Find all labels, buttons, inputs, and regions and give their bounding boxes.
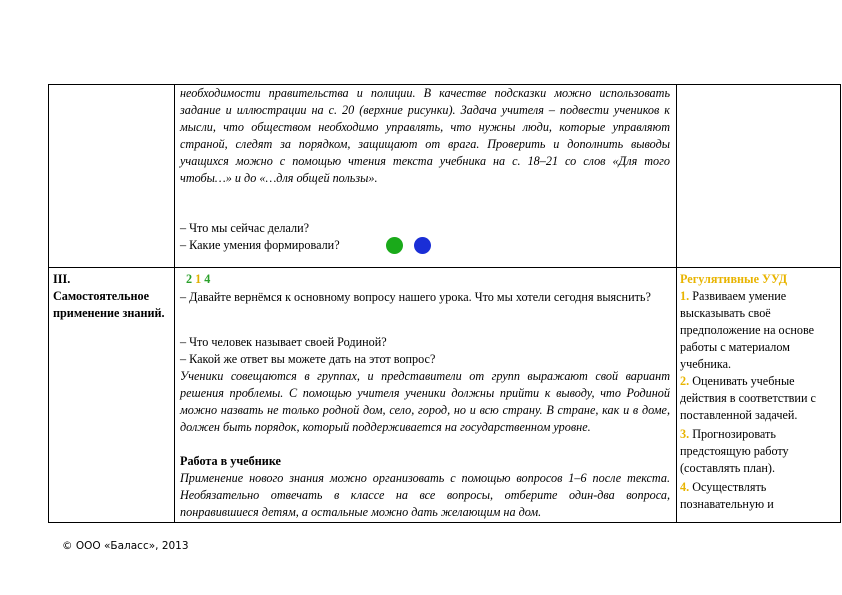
uud-item-3 [680,426,836,477]
row1-paragraph: необходимости правительства и полиции. В качестве подсказки можно использовать задание и иллюстрации на с. 20 (верхние рисунки). Задача учителя – подвести учеников к мысли, что обществом необходимо управлять, что нужны люди, которые управляют страной, следят за порядком, защищают от врага. Проверить и дополнить выводы учащихся можно с помощью чтения текста учебника на с. 18–21 со слов «Для того чтобы…» и до «…для общей пользы». [180,86,670,185]
group-number-3: 4 [204,272,211,286]
table-border-left [48,84,49,523]
uud-item-2-number: 2. [680,374,690,388]
uud-item-1-number: 1. [680,289,690,303]
row1-question-2: – Какие умения формировали? [180,238,340,252]
uud-item-1-text: Развиваем умение высказывать своё предположение на основе работы с материалом учебника. [680,289,815,371]
table-border-right [840,84,841,523]
blue-circle-icon [414,237,431,254]
row-divider [48,267,841,268]
question-homeland: – Что человек называет своей Родиной? [180,335,387,349]
uud-item-3-number: 3. [680,427,690,441]
row1-question-1: – Что мы сейчас делали? [180,221,310,235]
question-answer: – Какой же ответ вы можете дать на этот вопрос? [180,352,436,366]
lesson-table [48,84,841,523]
uud-item-4-text: Осуществлять познавательную и [680,480,774,511]
uud-title: Регулятивные УУД [680,272,788,286]
group-number-1: 2 [186,272,193,286]
column-divider-2 [676,84,677,523]
group-number-2: 1 [195,272,202,286]
main-question: – Давайте вернёмся к основному вопросу нашего урока. Что мы хотели сегодня выяснить? [180,290,651,304]
textbook-work-paragraph: Применение нового знания можно организовать с помощью вопросов 1–6 после текста. Необязательно отвечать в классе на все вопросы, отберите один-два вопроса, понравившиеся детям, а остальные можно дать желающим на дом. [180,471,670,519]
group-numbers [186,271,210,288]
uud-item-2-text: Оценивать учебные действия в соответствии с поставленной задачей. [680,374,816,422]
uud-item-4-number: 4. [680,480,690,494]
textbook-work-title: Работа в учебнике [180,454,281,468]
uud-item-3-text: Прогнозировать предстоящую работу (составлять план). [680,427,789,475]
copyright-footer: © ООО «Баласс», 2013 [62,540,189,552]
uud-item-2 [680,373,836,424]
stage-number: III. [53,272,71,286]
uud-item-1 [680,288,836,373]
column-divider-1 [174,84,175,523]
green-circle-icon [386,237,403,254]
uud-item-4 [680,479,836,513]
table-border-bottom [48,522,841,523]
stage-name: Самостоятельное применение знаний. [53,289,165,320]
group-work-paragraph: Ученики совещаются в группах, и представители от групп выражают свой вариант решения проблемы. С помощью учителя ученики должны прийти к выводу, что Родиной можно назвать не только родной дом, село, город, но и всю страну. В стране, как и в доме, должен быть порядок, который поддерживается на государственном уровне. [180,369,670,434]
